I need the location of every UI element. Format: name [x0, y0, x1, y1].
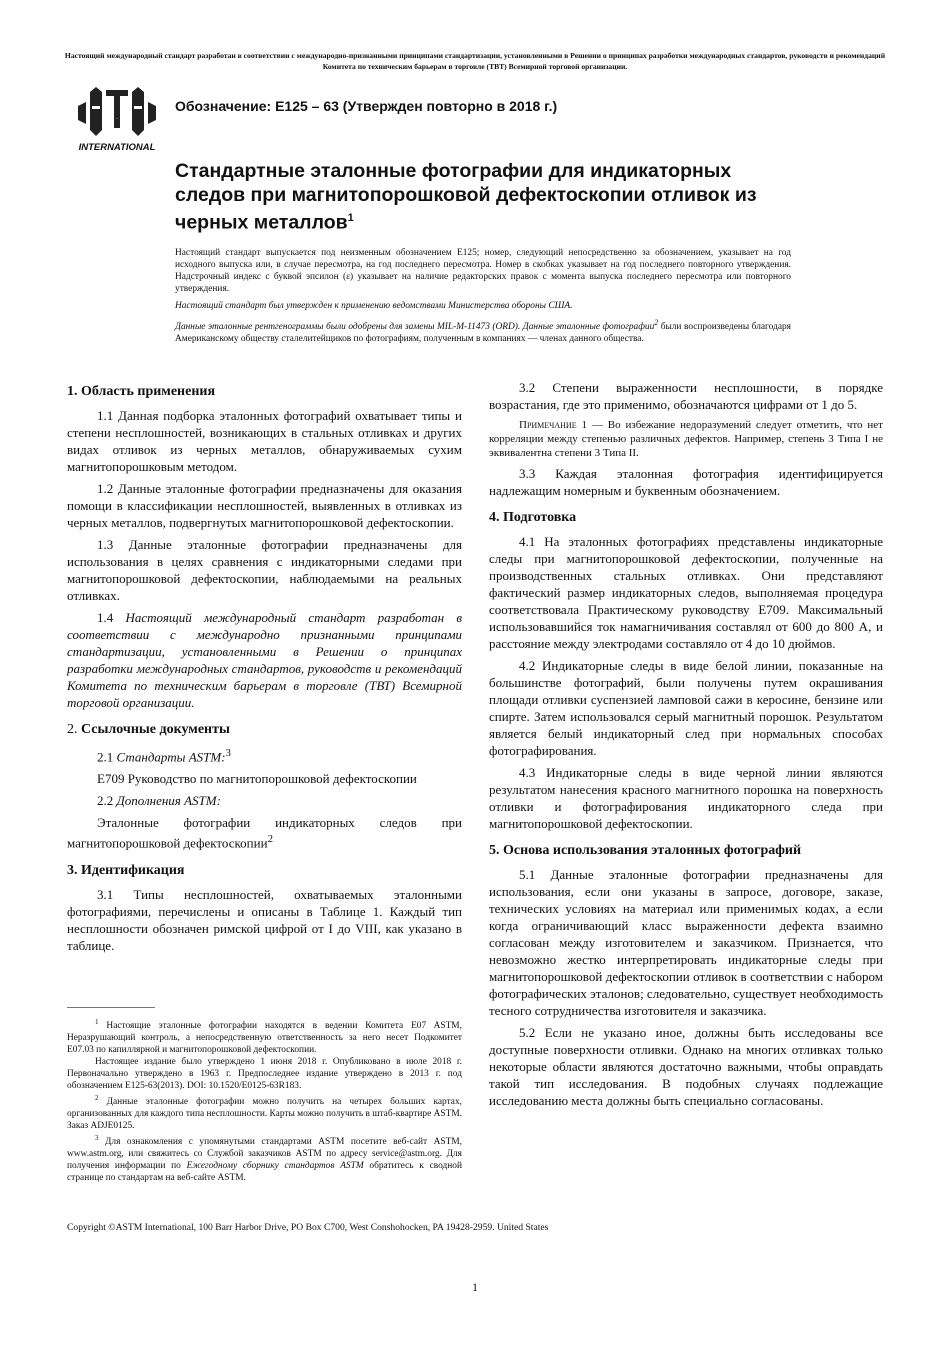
section-5-heading: 5. Основа использования эталонных фотографий — [489, 843, 802, 858]
intro-paragraph: Настоящий стандарт выпускается под неизменным обозначением E125; номер, следующий непосредственно за обозначением, указывает на год исходного выпуска или, в случае пересмотра, на год последнего пересмотра. Номер в скобках указывает на год последнего повторного утверждения. Надстрочный индекс с буквой эпсилон (ε) указывает на наличие редакторских правок с момента выпуска последнего пересмотра или повторного утверждения. — [175, 248, 791, 294]
para-4-2: 4.2 Индикаторные следы в виде белой линии, показанные на большинстве фотографий, были получены путем окрашивания площади отливки суспензией ламповой сажи в керосине, бензине или спирте. Затем использовался серый магнитный порошок. Результатом является белый индикаторный след при нормальных способах фотографирования. — [489, 658, 883, 758]
para-1-3: 1.3 Данные эталонные фотографии предназначены для использования в целях сравнения с индикаторными следами при магнитопорошковой дефектоскопии, наблюдаемыми на реальных отливках. — [67, 537, 462, 603]
standards-notice: Настоящий международный стандарт разработан в соответствии с международно-признанными принципами стандартизации, установленными в Решении о принципах разработки международных стандартов, руководств и рекомендаций Комитета по техническим барьерам в торговле (ТВТ) Всемирной торговой организации. — [64, 51, 886, 71]
designation: Обозначение: E125 – 63 (Утвержден повторно в 2018 г.) — [175, 98, 558, 114]
footnote-1-edition: Настоящее издание было утверждено 1 июня 2018 г. Опубликовано в июле 2018 г. Первоначально утверждено в 1963 г. Предпоследнее издание утверждено в 2013 г. под обозначением E125-63(2013). DOI: 10.1520/E0125-63R183. — [67, 1057, 462, 1092]
section-4-heading: 4. Подготовка — [489, 510, 577, 525]
intro-replacement-note: Данные эталонные рентгенограммы были одобрены для замены MIL-M-11473 (ORD). Данные эталонные фотографии$^2$ были воспроизведены благодаря Американскому обществу сталелитейщиков по фотографиям, полученным в компаниях — членах данного общества. — [175, 318, 791, 345]
para-2-1: 2.1 Стандарты ASTM:$^3$ — [97, 747, 231, 765]
para-1-4: 1.4 Настоящий международный стандарт разработан в соответствии с международно признанными принципами стандартизации, установленными в Решении о принципах разработки международных стандартов, руководств и рекомендаций Комитета по техническим барьерам в торговле (ТВТ) Всемирной торговой организации. — [67, 610, 462, 710]
para-2-2: 2.2 Дополнения ASTM: — [97, 793, 221, 809]
para-3-1: 3.1 Типы несплошностей, охватываемых эталонными фотографиями, перечислены и описаны в Таблице 1. Каждый тип несплошности обозначен римской цифрой от I до VIII, как указано в таблице. — [67, 886, 462, 953]
page-number: 1 — [472, 1280, 478, 1294]
ref-adjunct: Эталонные фотографии индикаторных следов при магнитопорошковой дефектоскопии$^2$ — [67, 815, 462, 851]
copyright-line: Copyright ©ASTM International, 100 Barr Harbor Drive, PO Box C700, West Conshohocken, PA 19428-2959. United States — [67, 1222, 549, 1233]
intro-dod-note: Настоящий стандарт был утвержден к применению ведомствами Министерства обороны США. — [175, 301, 573, 311]
footnote-1: $^1$ Настоящие эталонные фотографии находятся в ведении Комитета E07 ASTM, Неразрушающий контроль, а непосредственную ответственность за него несет Подкомитет E07.03 по капиллярной и магнитопорошковой дефектоскопии. — [67, 1018, 462, 1056]
intro-block — [175, 247, 791, 350]
right-column — [489, 379, 883, 1114]
para-1-2: 1.2 Данные эталонные фотографии предназначены для оказания помощи в классификации несплошностей, выявленных в отливках из черных металлов, подвергнутых магнитопорошковой дефектоскопии. — [67, 481, 462, 530]
footnotes — [67, 1016, 462, 1184]
section-3-heading: 3. Идентификация — [67, 862, 185, 878]
para-1-1: 1.1 Данная подборка эталонных фотографий охватывает типы и степени несплошностей, возникающих в стальных отливках и других видах отливок из черных металлов, обнаруживаемых сухим магнитопорошковым методом. — [67, 408, 462, 474]
footnote-3: $^3$ Для ознакомления с упомянутыми стандартами ASTM посетите веб-сайт ASTM, www.astm.org, или свяжитесь со Службой заказчиков ASTM по адресу service@astm.org. Для получения информации по Ежегодному сборнику стандартов ASTM обратитесь к сводной странице по стандартам на веб-сайте ASTM. — [67, 1134, 462, 1184]
astm-logo — [76, 84, 158, 152]
para-3-3: 3.3 Каждая эталонная фотография идентифицируется надлежащим номерным и буквенным обозначением. — [489, 466, 883, 498]
footnote-divider — [67, 1007, 155, 1008]
para-5-1: 5.1 Данные эталонные фотографии предназначены для использования, если они указаны в запросе, договоре, заказе, технических условиях на материал или применимых кодах, а если когда ограничивающий класс выраженности дефекта взаимно согласован между изготовителем и заказчиком. Признается, что невозможно жестко интерпретировать индикаторные следы при магнитопорошковой дефектоскопии отливок в соответствии с набором фотографических эталонов; следовательно, существует необходимость тесного сотрудничества изготовителя и заказчика. — [489, 867, 883, 1018]
para-3-2: 3.2 Степени выраженности несплошности, в порядке возрастания, где это применимо, обозначаются цифрами от 1 до 5. — [489, 380, 883, 412]
para-5-2: 5.2 Если не указано иное, должны быть исследованы все доступные поверхности отливки. Однако на многих отливках только некоторые области являются достаточно важными, чтобы оправдать такой тип исследования. В подобных случаях подлежащие исследованию места должны быть специально согласованы. — [489, 1025, 883, 1108]
footnote-2: $^2$ Данные эталонные фотографии можно получить на четырех больших картах, организованных для каждого типа несплошности. Карты можно получить в штаб-квартире ASTM. Заказ ADJE0125. — [67, 1094, 462, 1132]
para-4-3: 4.3 Индикаторные следы в виде черной линии являются результатом нанесения красного магнитного порошка на поверхность отливки и фотографирования индикаторного следа при магнитопорошковой дефектоскопии. — [489, 765, 883, 831]
para-4-1: 4.1 На эталонных фотографиях представлены индикаторные следы при магнитопорошковой дефектоскопии, полученные на производственных стальных отливках. Они представляют фактический размер индикаторных следов, выполняемая процедура соответствовала Практическому руководству E709. Максимальный использовавшийся ток намагничивания составлял от 600 до 800 А, и расстояние между электродами составляло от 4 до 10 дюймов. — [489, 534, 883, 651]
title-footnote-ref[interactable]: 1 — [347, 212, 354, 224]
logo-text: ASTM — [115, 119, 119, 120]
logo-subtext: INTERNATIONAL — [78, 142, 156, 152]
section-1-heading: 1. Область применения — [67, 384, 216, 399]
document-title: Стандартные эталонные фотографии для индикаторных следов при магнитопорошковой дефектоскопии отливок из черных металлов$^1$ — [175, 160, 757, 234]
ref-e709: E709 Руководство по магнитопорошковой дефектоскопии — [97, 771, 417, 787]
section-2-heading: 2. Ссылочные документы — [67, 722, 230, 737]
note-1: Примечание 1 — Во избежание недоразумений следует отметить, что нет корреляции между степенью различных дефектов. Например, степень 3 Типа I не эквивалентна степени 3 Типа II. — [489, 419, 883, 459]
left-column — [67, 373, 462, 959]
